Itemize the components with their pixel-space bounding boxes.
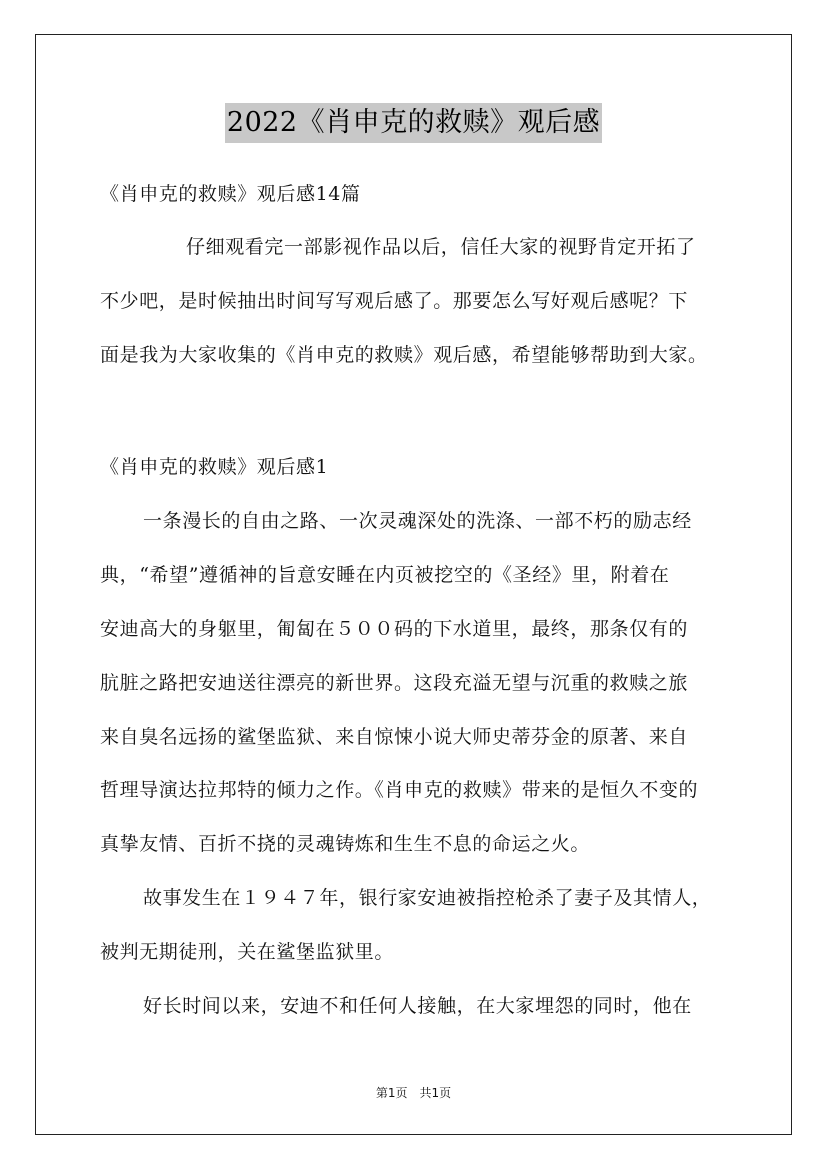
paragraph-line: 肮脏之路把安迪送往漂亮的新世界。这段充溢无望与沉重的救赎之旅 — [100, 672, 689, 694]
paragraph-line: 被判无期徒刑，关在鲨堡监狱里。 — [100, 941, 395, 963]
intro-line: 不少吧，是时候抽出时间写写观后感了。那要怎么写好观后感呢？下 — [100, 290, 689, 312]
paragraph-line: 真挚友情、百折不挠的灵魂铸炼和生生不息的命运之火。 — [100, 833, 591, 855]
title-container — [0, 103, 827, 143]
paragraph-line: 好长时间以来，安迪不和任何人接触，在大家埋怨的同时，他在 — [143, 995, 692, 1017]
page-footer: 第1页 共1页 — [375, 1086, 452, 1100]
paragraph-line: 哲理导演达拉邦特的倾力之作。《肖申克的救赎》带来的是恒久不变的 — [100, 779, 699, 801]
intro-line: 仔细观看完一部影视作品以后，信任大家的视野肯定开拓了 — [186, 236, 696, 258]
paragraph-line: 典，“希望”遵循神的旨意安睡在内页被挖空的《圣经》里，附着在 — [100, 564, 670, 586]
paragraph-line: 一条漫长的自由之路、一次灵魂深处的洗涤、一部不朽的励志经 — [143, 510, 692, 532]
document-title: 2022《肖申克的救赎》观后感 — [225, 103, 602, 143]
paragraph-line: 来自臭名远扬的鲨堡监狱、来自惊悚小说大师史蒂芬金的原著、来自 — [100, 726, 689, 748]
section-heading: 《肖申克的救赎》观后感1 — [100, 456, 329, 478]
paragraph-line: 安迪高大的身躯里，匍匐在５００码的下水道里，最终，那条仅有的 — [100, 618, 689, 640]
document-subtitle: 《肖申克的救赎》观后感14篇 — [100, 183, 361, 205]
paragraph-line: 故事发生在１９４７年，银行家安迪被指控枪杀了妻子及其情人， — [143, 887, 712, 909]
intro-line: 面是我为大家收集的《肖申克的救赎》观后感，希望能够帮助到大家。 — [100, 344, 708, 366]
